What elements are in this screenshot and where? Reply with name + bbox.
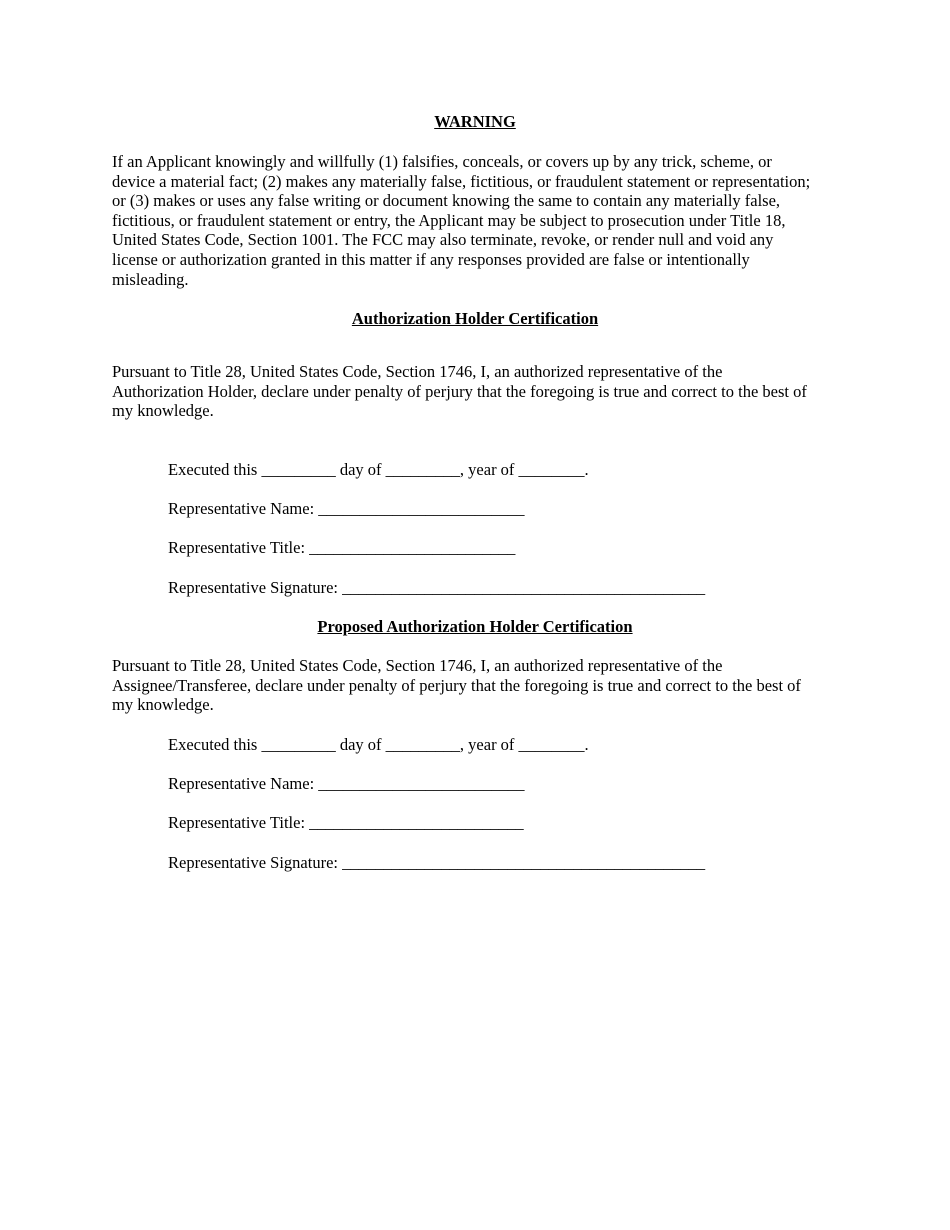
holder-rep-name-field[interactable]: Representative Name: _________________________ [168,499,525,518]
proposed-executed-date-field[interactable]: Executed this _________ day of _________, year of ________. [168,735,589,754]
proposed-rep-title-field[interactable]: Representative Title: __________________________ [168,813,524,832]
proposed-rep-name-field[interactable]: Representative Name: _________________________ [168,774,525,793]
holder-cert-line: my knowledge. [112,401,214,421]
warning-line: United States Code, Section 1001. The FCC may also terminate, revoke, or render null and void any [112,230,774,250]
warning-line: or (3) makes or uses any false writing or document knowing the same to contain any materially false, [112,191,781,211]
warning-paragraph [112,152,840,289]
holder-cert-line: Authorization Holder, declare under penalty of perjury that the foregoing is true and correct to the best of [112,381,807,401]
warning-line: device a material fact; (2) makes any materially false, fictitious, or fraudulent statement or representation; [112,171,811,191]
holder-cert-paragraph [112,362,840,421]
proposed-cert-heading: Proposed Authorization Holder Certification [317,617,633,636]
holder-cert-heading: Authorization Holder Certification [351,309,599,328]
warning-line: misleading. [112,269,189,289]
proposed-cert-line: Pursuant to Title 28, United States Code, Section 1746, I, an authorized representative of the [112,656,723,675]
proposed-rep-signature-field[interactable]: Representative Signature: ____________________________________________ [168,853,706,872]
proposed-cert-line: Assignee/Transferee, declare under penalty of perjury that the foregoing is true and correct to the best of [112,675,801,695]
warning-heading: WARNING [434,112,516,131]
holder-executed-date-field[interactable]: Executed this _________ day of _________, year of ________. [168,460,589,479]
warning-line: license or authorization granted in this matter if any responses provided are false or intentionally [112,249,750,269]
holder-rep-signature-field[interactable]: Representative Signature: ____________________________________________ [168,578,706,597]
holder-rep-title-field[interactable]: Representative Title: _________________________ [168,538,516,557]
holder-cert-line: Pursuant to Title 28, United States Code, Section 1746, I, an authorized representative of the [112,362,723,381]
proposed-cert-paragraph [112,656,840,715]
warning-line: If an Applicant knowingly and willfully (1) falsifies, conceals, or covers up by any trick, scheme, or [112,152,772,171]
warning-line: fictitious, or fraudulent statement or entry, the Applicant may be subject to prosecution under Title 18, [112,210,786,230]
proposed-cert-line: my knowledge. [112,695,214,715]
